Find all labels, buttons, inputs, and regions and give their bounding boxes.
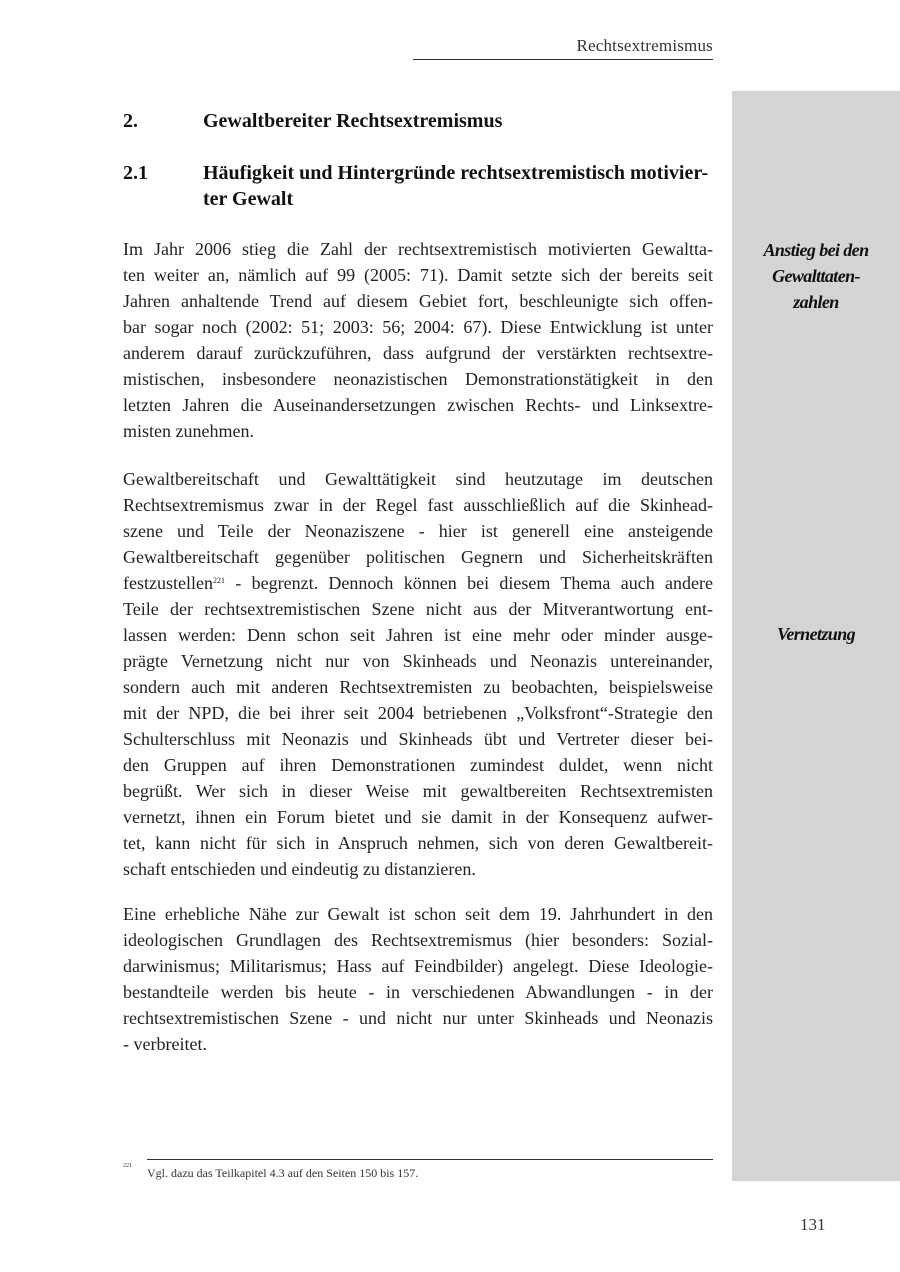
footnote <box>123 1163 419 1181</box>
text-line: anderem darauf zurückzuführen, dass aufgrund der verstärkten rechtsextre- <box>123 343 713 363</box>
text-line: letzten Jahren die Auseinandersetzungen zwischen Rechts- und Linksextre- <box>123 395 713 415</box>
text-line: Teile der rechtsextremistischen Szene nicht aus der Mitverantwortung ent- <box>123 599 713 619</box>
paragraph-1 <box>123 236 713 444</box>
text-line: mistischen, insbesondere neonazistischen Demonstrationstätigkeit in den <box>123 369 713 389</box>
text-line: Im Jahr 2006 stieg die Zahl der rechtsextremistisch motivierten Gewaltta- <box>123 239 713 259</box>
margin-note-gewalttaten <box>732 237 900 315</box>
text-line: Gewaltbereitschaft gegenüber politischen Gegnern und Sicherheitskräften <box>123 547 713 567</box>
text-line: prägte Vernetzung nicht nur von Skinheads und Neonazis untereinander, <box>123 651 713 671</box>
text-line: vernetzt, ihnen ein Forum bietet und sie damit in der Konsequenz aufwer- <box>123 807 713 827</box>
subsection-number: 2.1 <box>123 162 148 184</box>
text-line: Rechtsextremismus zwar in der Regel fast ausschließlich auf die Skinhead- <box>123 495 713 515</box>
section-heading <box>123 108 713 134</box>
footnote-reference[interactable]: 221 <box>212 576 225 585</box>
footnote-text: Vgl. dazu das Teilkapitel 4.3 auf den Seiten 150 bis 157. <box>147 1166 419 1180</box>
margin-note-line: Vernetzung <box>776 624 856 644</box>
text-line: tet, kann nicht für sich in Anspruch nehmen, sich von deren Gewaltbereit- <box>123 833 713 853</box>
text-line: bar sogar noch (2002: 51; 2003: 56; 2004: 67). Diese Entwicklung ist unter <box>123 317 713 337</box>
subsection-title <box>203 160 713 212</box>
text-line: lassen werden: Denn schon seit Jahren ist eine mehr oder minder ausge- <box>123 625 713 645</box>
text-fragment: festzustellen <box>123 573 213 593</box>
text-fragment: - begrenzt. Dennoch können bei diesem Thema auch andere <box>224 573 713 593</box>
margin-note-line: Anstieg bei den <box>763 240 869 260</box>
margin-note-line: Gewalttaten- <box>772 266 860 286</box>
text-line: ideologischen Grundlagen des Rechtsextremismus (hier besonders: Sozial- <box>123 930 713 950</box>
subsection-title-line: ter Gewalt <box>203 188 294 210</box>
text-line: sondern auch mit anderen Rechtsextremisten zu beobachten, beispielsweise <box>123 677 713 697</box>
section-title: Gewaltbereiter Rechtsextremismus <box>203 110 503 132</box>
text-line: misten zunehmen. <box>123 421 254 441</box>
subsection-title-line: Häufigkeit und Hintergründe rechtsextremistisch motivier- <box>203 162 709 184</box>
paragraph-2 <box>123 466 713 882</box>
margin-note-vernetzung <box>732 621 900 647</box>
text-line: - verbreitet. <box>123 1034 207 1054</box>
text-line: Jahren anhaltende Trend auf diesem Gebiet fort, beschleunigte sich offen- <box>123 291 713 311</box>
text-line: Gewaltbereitschaft und Gewalttätigkeit sind heutzutage im deutschen <box>123 469 713 489</box>
section-number: 2. <box>123 110 138 132</box>
text-line: mit der NPD, die bei ihrer seit 2004 betriebenen „Volksfront“-Strategie den <box>123 703 713 723</box>
footnote-rule <box>147 1159 713 1160</box>
footnote-marker: 221 <box>123 1163 132 1169</box>
text-line: darwinismus; Militarismus; Hass auf Feindbilder) angelegt. Diese Ideologie- <box>123 956 713 976</box>
text-line: begrüßt. Wer sich in dieser Weise mit gewaltbereiten Rechtsextremisten <box>123 781 713 801</box>
text-line-with-footnote <box>123 570 713 596</box>
text-line: ten weiter an, nämlich auf 99 (2005: 71). Damit setzte sich der bereits seit <box>123 265 713 285</box>
subsection-heading <box>123 160 713 212</box>
text-line: rechtsextremistischen Szene - und nicht nur unter Skinheads und Neonazis <box>123 1008 713 1028</box>
text-line: bestandteile werden bis heute - in verschiedenen Abwandlungen - in der <box>123 982 713 1002</box>
page-number: 131 <box>800 1215 826 1234</box>
text-line: den Gruppen auf ihren Demonstrationen zumindest duldet, wenn nicht <box>123 755 713 775</box>
paragraph-3 <box>123 901 713 1057</box>
text-line: szene und Teile der Neonaziszene - hier ist generell eine ansteigende <box>123 521 713 541</box>
text-line: Eine erhebliche Nähe zur Gewalt ist schon seit dem 19. Jahrhundert in den <box>123 904 713 924</box>
text-line: schaft entschieden und eindeutig zu distanzieren. <box>123 859 476 879</box>
header-rule <box>413 59 713 60</box>
running-header: Rechtsextremismus <box>576 36 713 55</box>
text-line: Schulterschluss mit Neonazis und Skinheads übt und Vertreter dieser bei- <box>123 729 713 749</box>
margin-note-line: zahlen <box>793 292 839 312</box>
